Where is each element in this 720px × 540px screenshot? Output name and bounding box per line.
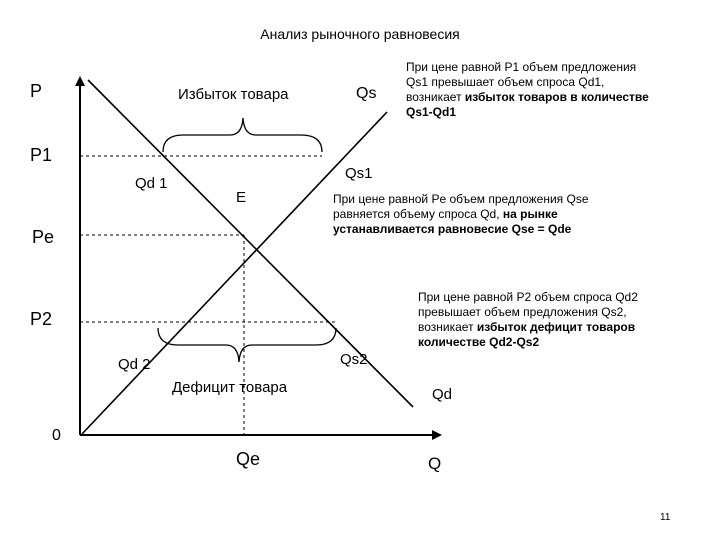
quantity-axis-label: Q [428, 454, 442, 473]
equilibrium-point-label: E [236, 189, 247, 206]
deficit-note-line4 [418, 335, 638, 350]
surplus-note-line4-bold: Qs1-Qd1 [406, 105, 457, 119]
qd1-label: Qd 1 [135, 175, 168, 192]
deficit-brace [158, 328, 336, 362]
surplus-note-line3-bold: избыток товаров в количестве [464, 90, 649, 104]
qe-label: Qe [236, 449, 261, 469]
p1-label: P1 [30, 145, 53, 165]
equilibrium-note-line2 [333, 207, 589, 222]
surplus-note-line4 [406, 105, 649, 120]
equilibrium-note-line3-bold: устанавливается равновесие Qse = Qde [333, 222, 572, 236]
slide-title: Анализ рыночного равновесия [260, 26, 460, 42]
supply-curve-label: Qs [356, 85, 377, 102]
pe-label: Pe [32, 227, 55, 247]
p2-label: P2 [30, 309, 53, 329]
deficit-note-line3 [418, 320, 638, 335]
qd2-label: Qd 2 [118, 356, 151, 373]
qs1-label: Qs1 [345, 165, 373, 182]
page-number: 11 [660, 512, 671, 523]
deficit-note-line3-bold: избыток дефицит товаров [476, 320, 636, 334]
deficit-note-line1: При цене равной P2 объем спроса Qd2 [418, 290, 638, 304]
deficit-note-line3-plain: возникает [418, 320, 477, 334]
surplus-brace [163, 118, 322, 152]
deficit-note [418, 290, 638, 350]
equilibrium-note-line2-bold: на рынке [502, 207, 558, 221]
price-axis-label: P [30, 81, 43, 101]
equilibrium-note-line2-plain: равняется объему спроса Qd, [333, 207, 503, 221]
deficit-label: Дефицит товара [172, 379, 288, 396]
equilibrium-note [333, 192, 589, 237]
deficit-note-line4-bold: количестве Qd2-Qs2 [418, 335, 540, 349]
surplus-note [406, 60, 649, 120]
demand-curve-label: Qd [432, 386, 453, 403]
surplus-note-line2: Qs1 превышает объем спроса Qd1, [406, 75, 605, 89]
deficit-note-line2: превышает объем предложения Qs2, [418, 305, 627, 319]
origin-label: 0 [52, 427, 61, 444]
surplus-note-line3-plain: возникает [406, 90, 465, 104]
surplus-note-line1: При цене равной P1 объем предложения [406, 60, 637, 74]
equilibrium-note-line3 [333, 222, 589, 237]
surplus-label: Избыток товара [178, 86, 289, 103]
qs2-label: Qs2 [340, 351, 368, 368]
surplus-note-line3 [406, 90, 649, 105]
equilibrium-note-line1: При цене равной Pe объем предложения Qse [333, 192, 589, 206]
